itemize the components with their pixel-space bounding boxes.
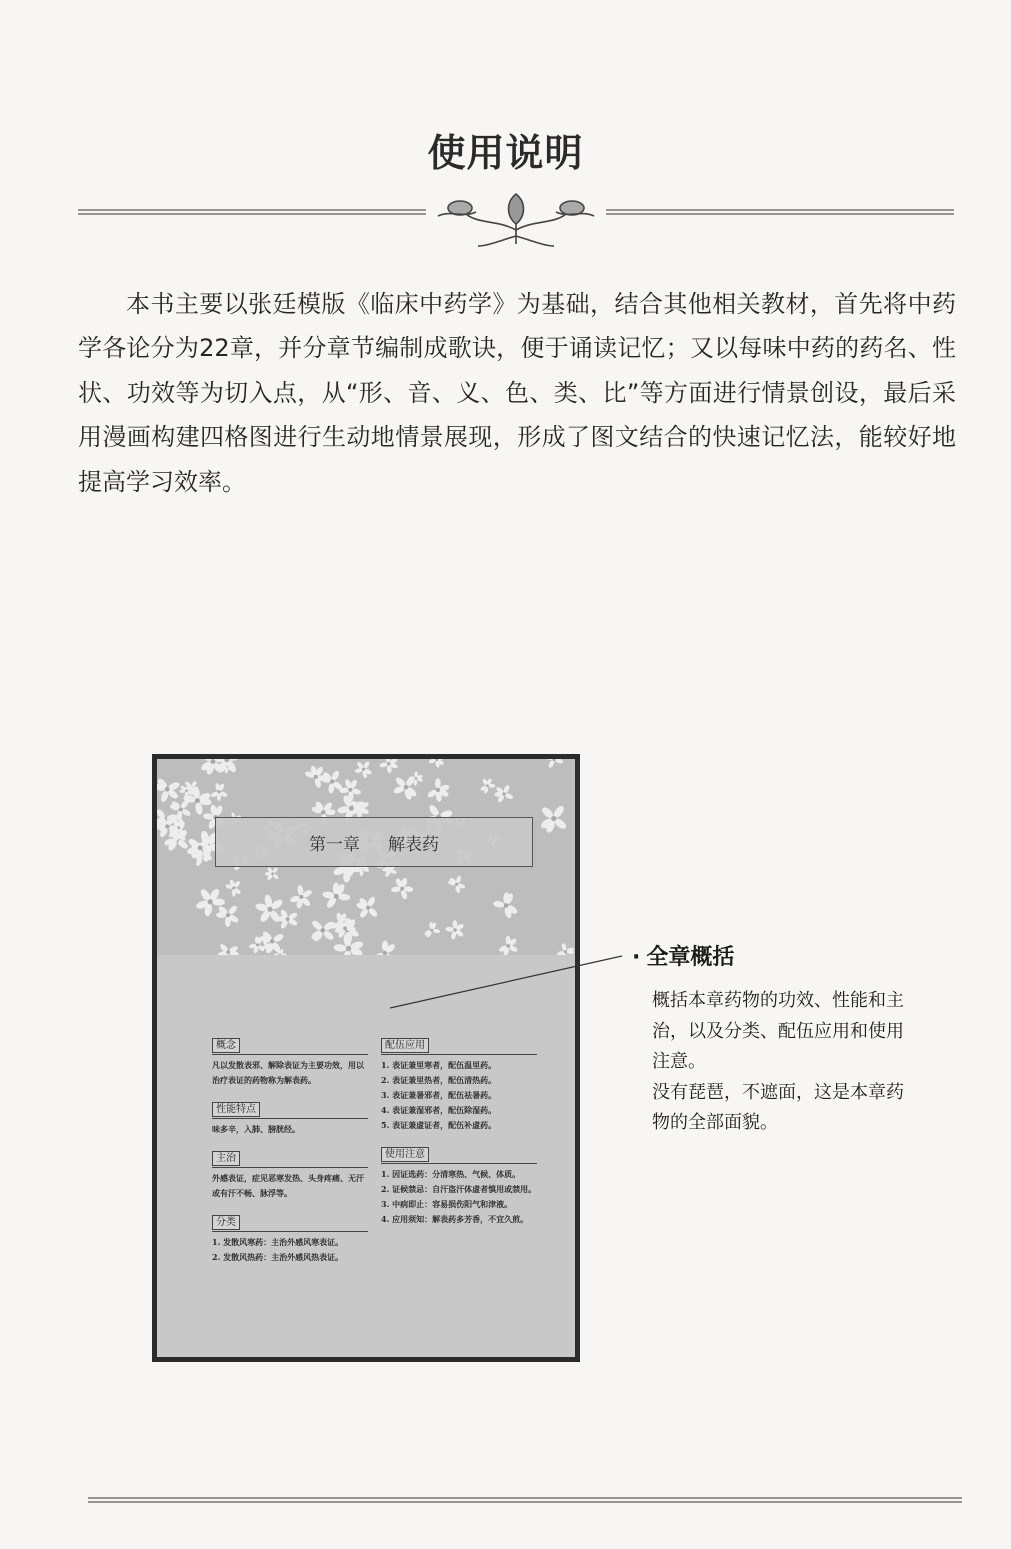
section-rule	[212, 1118, 368, 1119]
summary-section	[381, 1142, 537, 1227]
section-line: 4. 应用须知：解表药多芳香，不宜久煎。	[381, 1214, 529, 1224]
chapter-title-box	[215, 817, 533, 867]
section-line: 1. 发散风寒药：主治外感风寒表证。	[212, 1237, 344, 1247]
callout-body-line-1: 概括本章药物的功效、性能和主治，以及分类、配伍应用和使用注意。	[652, 990, 904, 1072]
summary-section	[212, 1210, 368, 1265]
footer-rule	[88, 1496, 962, 1504]
callout-body	[652, 986, 914, 1139]
sample-page-thumbnail	[152, 754, 580, 1362]
callout-title: · 全章概括	[632, 945, 735, 970]
section-rule	[212, 1231, 368, 1232]
chapter-name: 解表药	[388, 834, 439, 855]
chapter-number: 第一章	[309, 834, 360, 855]
section-heading: 配伍应用	[381, 1038, 429, 1053]
section-line: 凡以发散表邪、解除表证为主要功效，用以治疗表证的药物称为解表药。	[212, 1060, 364, 1085]
title-ornament	[78, 180, 954, 248]
section-rule	[212, 1167, 368, 1168]
section-line: 3. 中病即止：容易损伤阳气和津液。	[381, 1199, 513, 1209]
section-line: 1. 表证兼里寒者，配伍温里药。	[381, 1060, 497, 1070]
section-heading: 概念	[212, 1038, 240, 1053]
section-rule	[381, 1054, 537, 1055]
summary-section	[212, 1097, 368, 1137]
section-rule	[212, 1054, 368, 1055]
section-heading: 分类	[212, 1215, 240, 1230]
section-line: 2. 证候禁忌：自汗盗汗体虚者慎用或禁用。	[381, 1184, 537, 1194]
intro-text: 本书主要以张廷模版《临床中药学》为基础，结合其他相关教材，首先将中药学各论分为22章，并分章节编制成歌诀，便于诵读记忆；又以每味中药的药名、性状、功效等为切入点，从“形、音、义、色、类、比”等方面进行情景创设，最后采用漫画构建四格图进行生动地情景展现，形成了图文结合的快速记忆法，能较好地提高学习效率。	[78, 290, 956, 496]
summary-section	[381, 1033, 537, 1133]
summary-right-column	[381, 1033, 537, 1236]
section-line: 3. 表证兼暑邪者，配伍祛暑药。	[381, 1090, 497, 1100]
summary-section	[212, 1146, 368, 1201]
summary-section	[212, 1033, 368, 1088]
section-line: 2. 发散风热药：主治外感风热表证。	[212, 1252, 344, 1262]
section-line: 5. 表证兼虚证者，配伍补虚药。	[381, 1120, 497, 1130]
section-line: 2. 表证兼里热者，配伍清热药。	[381, 1075, 497, 1085]
section-line: 1. 因证选药：分清寒热、气候、体质。	[381, 1169, 521, 1179]
summary-left-column	[212, 1033, 368, 1274]
section-line: 味多辛，入肺、膀胱经。	[212, 1124, 300, 1134]
page-title: 使用说明	[427, 131, 584, 175]
section-line: 4. 表证兼湿邪者，配伍除湿药。	[381, 1105, 497, 1115]
section-rule	[381, 1163, 537, 1164]
section-heading: 使用注意	[381, 1147, 429, 1162]
section-line: 外感表证，症见恶寒发热、头身疼痛、无汗或有汗不畅、脉浮等。	[212, 1173, 364, 1198]
callout-body-line-2: 没有琵琶，不遮面，这是本章药物的全部面貌。	[652, 1081, 904, 1133]
section-heading: 性能特点	[212, 1102, 260, 1117]
section-heading: 主治	[212, 1151, 240, 1166]
intro-paragraph	[78, 282, 956, 504]
